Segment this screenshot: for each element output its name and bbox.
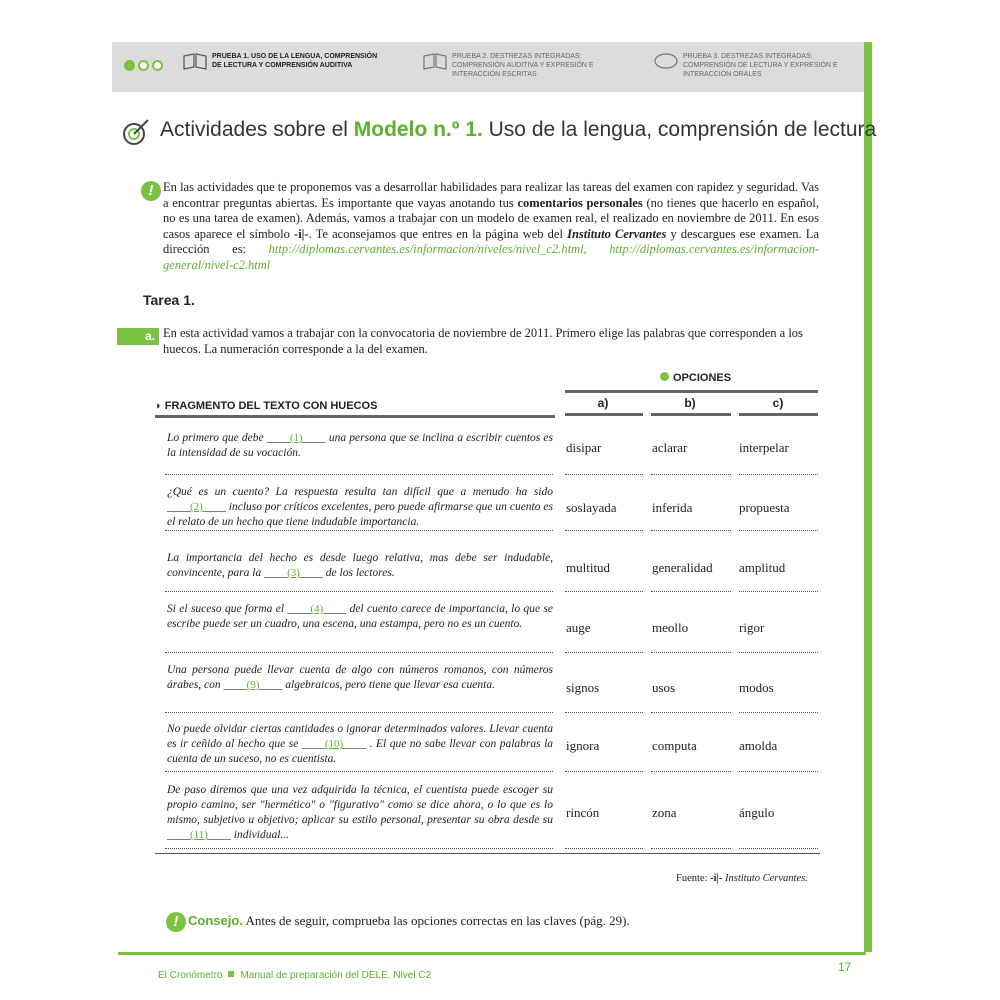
option-b: generalidad (652, 560, 713, 575)
fragment-header (155, 400, 377, 412)
option-c: propuesta (739, 500, 790, 515)
row-divider (165, 712, 553, 713)
header-tab-2-label: PRUEBA 2. DESTREZAS INTEGRADAS: COMPRENSIÓN AUDITIVA Y EXPRESIÓN E INTERACCIÓN ESCRITAS (452, 53, 594, 78)
table-row-text: No puede olvidar ciertas cantidades o ignorar determinados valores. Llevar cuenta es ir ceñido al hecho que se ____(10)____ . El que no sabe llevar con palabras la cuenta de un suceso, no es cuentista. (167, 723, 554, 765)
gap-blank: (4) (310, 603, 324, 615)
table-row-text: Una persona puede llevar cuenta de algo con números romanos, con números árabes, con ____(9)____ algebraicos, pero tiene que llevar esa cuenta. (167, 664, 553, 691)
option-a: rincón (566, 805, 600, 820)
row-divider (165, 848, 553, 849)
col-header-c: c) (772, 396, 784, 410)
option-c: amolda (739, 738, 778, 753)
dot-2 (138, 60, 149, 71)
intro-bold-2: Instituto Cervantes (567, 226, 667, 241)
option-a: auge (566, 620, 591, 635)
gap-blank: (9) (246, 679, 260, 691)
square-icon (228, 971, 234, 977)
row-divider (165, 591, 553, 592)
option-b: inferida (652, 500, 693, 515)
book-icon (422, 52, 448, 70)
header-tab-1-label: PRUEBA 1. USO DE LA LENGUA, COMPRENSIÓN DE LECTURA Y COMPRENSIÓN AUDITIVA (212, 53, 378, 69)
option-c: interpelar (739, 440, 789, 455)
option-b: zona (652, 805, 677, 820)
col-rule-a (565, 413, 643, 416)
option-b: meollo (652, 620, 689, 635)
cervantes-symbol-icon: -i|- (294, 226, 309, 241)
option-divider (651, 712, 731, 713)
cervantes-symbol-icon: -i|- (710, 873, 723, 884)
col-header-a: a) (597, 396, 609, 410)
gap-blank: (3) (287, 567, 300, 579)
gap-blank: (1) (289, 432, 303, 444)
activity-badge: a. (117, 328, 159, 345)
row-divider (165, 530, 553, 531)
col-rule-c (739, 413, 818, 416)
option-a: disipar (566, 440, 602, 455)
option-divider (739, 591, 818, 592)
title-prefix: Actividades sobre el (160, 118, 348, 141)
row-text-after: una persona que se inclina a escribir cuentos es la intensidad de su vocación. (167, 432, 554, 459)
tip-line (188, 913, 630, 929)
option-divider (565, 771, 643, 772)
row-text-after: . El que no sabe llevar con palabras la cuenta de un suceso, no es cuentista. (167, 738, 554, 765)
option-divider (739, 474, 818, 475)
row-text-after: de los lectores. (325, 567, 395, 579)
header-tab-3-label: PRUEBA 3. DESTREZAS INTEGRADAS: COMPRENSIÓN DE LECTURA Y EXPRESIÓN E INTERACCIÓN ORALES (683, 53, 838, 78)
option-divider (565, 712, 643, 713)
option-divider (651, 591, 731, 592)
tip-label: Consejo. (188, 913, 243, 928)
option-divider (739, 652, 818, 653)
dot-1 (124, 60, 135, 71)
intro-text-2: (no tienes que hacerlo en español, no es una tarea de examen). Además, vamos a trabajar con un modelo de examen real, el realizado en noviembre de 2011. En esos casos aparece el símbolo (163, 195, 820, 241)
row-divider (165, 474, 553, 475)
book-icon (182, 52, 208, 70)
gap-blank: (11) (190, 829, 208, 841)
title-highlight: Modelo n.º 1. (353, 118, 483, 141)
page-number: 17 (838, 960, 852, 974)
option-c: rigor (739, 620, 765, 635)
option-a: signos (566, 680, 600, 695)
source-name: Instituto Cervantes. (724, 873, 808, 884)
intro-text-4: y descargues ese examen. La dirección es: (163, 226, 819, 256)
footer-brand: El Cronómetro (158, 970, 223, 981)
source-line (676, 873, 808, 884)
option-divider (739, 848, 818, 849)
option-divider (565, 530, 643, 531)
footer-rule (118, 952, 866, 955)
option-divider (565, 591, 643, 592)
row-text-after: algebraicos, pero tiene que llevar esa cuenta. (285, 679, 495, 691)
option-divider (651, 771, 731, 772)
page-title (160, 118, 876, 142)
option-b: computa (652, 738, 697, 753)
bullet-icon (660, 372, 669, 381)
option-divider (739, 771, 818, 772)
row-divider (165, 652, 553, 653)
header-tab-1 (212, 52, 382, 70)
option-b: usos (652, 680, 676, 695)
target-icon (122, 118, 150, 146)
option-divider (651, 530, 731, 531)
option-c: modos (739, 680, 774, 695)
intro-paragraph (163, 180, 819, 273)
page-accent-bar (864, 42, 872, 952)
row-text-before: Lo primero que debe (167, 432, 264, 444)
intro-text-3: . Te aconsejamos que entres en la página web del (308, 226, 563, 241)
table-row-text: Si el suceso que forma el ____(4)____ del cuento carece de importancia, lo que se escribe puede ser un cuadro, una escena, una estampa, pero no es un cuento. (167, 603, 554, 630)
intro-bold-1: comentarios personales (517, 195, 643, 210)
row-text-before: ¿Qué es un cuento? La respuesta resulta tan difícil que a menudo ha sido (167, 486, 553, 498)
table-row-text: La importancia del hecho es desde luego relativa, mas debe ser indudable, convincente, para la ____(3)____ de los lectores. (167, 552, 553, 579)
tip-text: Antes de seguir, comprueba las opciones correctas en las claves (pág. 29). (245, 913, 630, 928)
option-b: aclarar (652, 440, 688, 455)
option-a: ignora (566, 738, 600, 753)
exclamation-icon: ! (166, 912, 186, 932)
footer (158, 970, 431, 981)
title-suffix: Uso de la lengua, comprensión de lectura (488, 118, 877, 141)
row-text-after: del cuento carece de importancia, lo que se escribe puede ser un cuadro, una escena, una estampa, pero no es un cuento. (167, 603, 554, 630)
progress-dots (124, 60, 163, 71)
table-row-text: Lo primero que debe ____(1)____ una persona que se inclina a escribir cuentos es la intensidad de su vocación. (167, 432, 554, 459)
col-header-b: b) (684, 396, 696, 410)
source-label: Fuente: (676, 873, 708, 884)
option-c: ángulo (739, 805, 775, 820)
gap-blank: (2) (190, 501, 203, 513)
table-bottom-rule (155, 853, 820, 854)
intro-text-1: En las actividades que te proponemos vas a desarrollar habilidades para realizar las tareas del examen con rapidez y seguridad. Vas a encontrar preguntas abiertas. Es importante que vayas anotando tus (163, 180, 819, 210)
activity-instruction: En esta actividad vamos a trabajar con la convocatoria de noviembre de 2011. Primero elige las palabras que corresponden a los huecos. La numeración corresponde a la del examen. (163, 326, 803, 356)
speech-icon (653, 52, 679, 70)
option-divider (739, 712, 818, 713)
option-c: amplitud (739, 560, 786, 575)
row-divider (165, 771, 553, 772)
col-rule-b (651, 413, 731, 416)
option-divider (651, 848, 731, 849)
option-divider (651, 474, 731, 475)
intro-links[interactable]: http://diplomas.cervantes.es/informacion/niveles/nivel_c2.html, http://diplomas.cervantes.es/informacion-general/nivel-c2.html (163, 242, 819, 272)
option-divider (565, 474, 643, 475)
options-header (660, 372, 731, 384)
fragment-rule (155, 415, 555, 418)
row-text-after: individual... (233, 829, 290, 841)
fragment-header-label: FRAGMENTO DEL TEXTO CON HUECOS (164, 400, 378, 412)
option-divider (739, 530, 818, 531)
exclamation-icon: ! (141, 181, 161, 201)
header-tab-3 (683, 52, 853, 79)
row-text-before: Si el suceso que forma el (167, 603, 285, 615)
options-rule (565, 390, 818, 393)
footer-title: Manual de preparación del DELE. Nivel C2 (240, 970, 432, 981)
option-divider (565, 848, 643, 849)
option-a: multitud (566, 560, 611, 575)
row-text-before: Una persona puede llevar cuenta de algo con números romanos, con números árabes, con (167, 664, 553, 691)
row-text-before: De paso diremos que una vez adquirida la técnica, el cuentista puede escoger su propio camino, ser "hermético" o "figurativo" como se dice ahora, o lo que es lo mismo, subjetivo u objetivo; aplicar su estilo personal, presentar su obra desde su (167, 784, 553, 826)
row-text-after: incluso por críticos excelentes, pero puede afirmarse que un cuento es el relato de un hecho que tiene indudable importancia. (167, 501, 554, 528)
table-row-text: De paso diremos que una vez adquirida la técnica, el cuentista puede escoger su propio camino, ser "hermético" o "figurativo" como se dice ahora, o lo que es lo mismo, subjetivo u objetivo; aplicar su estilo personal, presentar su obra desde su ____(11)____ individual... (167, 784, 553, 841)
option-a: soslayada (566, 500, 617, 515)
task-heading: Tarea 1. (143, 292, 195, 308)
dot-3 (152, 60, 163, 71)
gap-blank: (10) (324, 738, 344, 750)
options-header-label: OPCIONES (673, 372, 732, 384)
table-row-text: ¿Qué es un cuento? La respuesta resulta tan difícil que a menudo ha sido ____(2)____ incluso por críticos excelentes, pero puede afirmarse que un cuento es el relato de un hecho que tiene indudable importancia. (167, 486, 554, 528)
row-text-before: La importancia del hecho es desde luego relativa, mas debe ser indudable, convincente, para la (167, 552, 553, 579)
half-circle-icon: ◗ (155, 400, 162, 412)
option-divider (651, 652, 731, 653)
row-text-before: No puede olvidar ciertas cantidades o ignorar determinados valores. Llevar cuenta es ir ceñido al hecho que se (167, 723, 553, 750)
header-tab-2 (452, 52, 632, 79)
option-divider (565, 652, 643, 653)
